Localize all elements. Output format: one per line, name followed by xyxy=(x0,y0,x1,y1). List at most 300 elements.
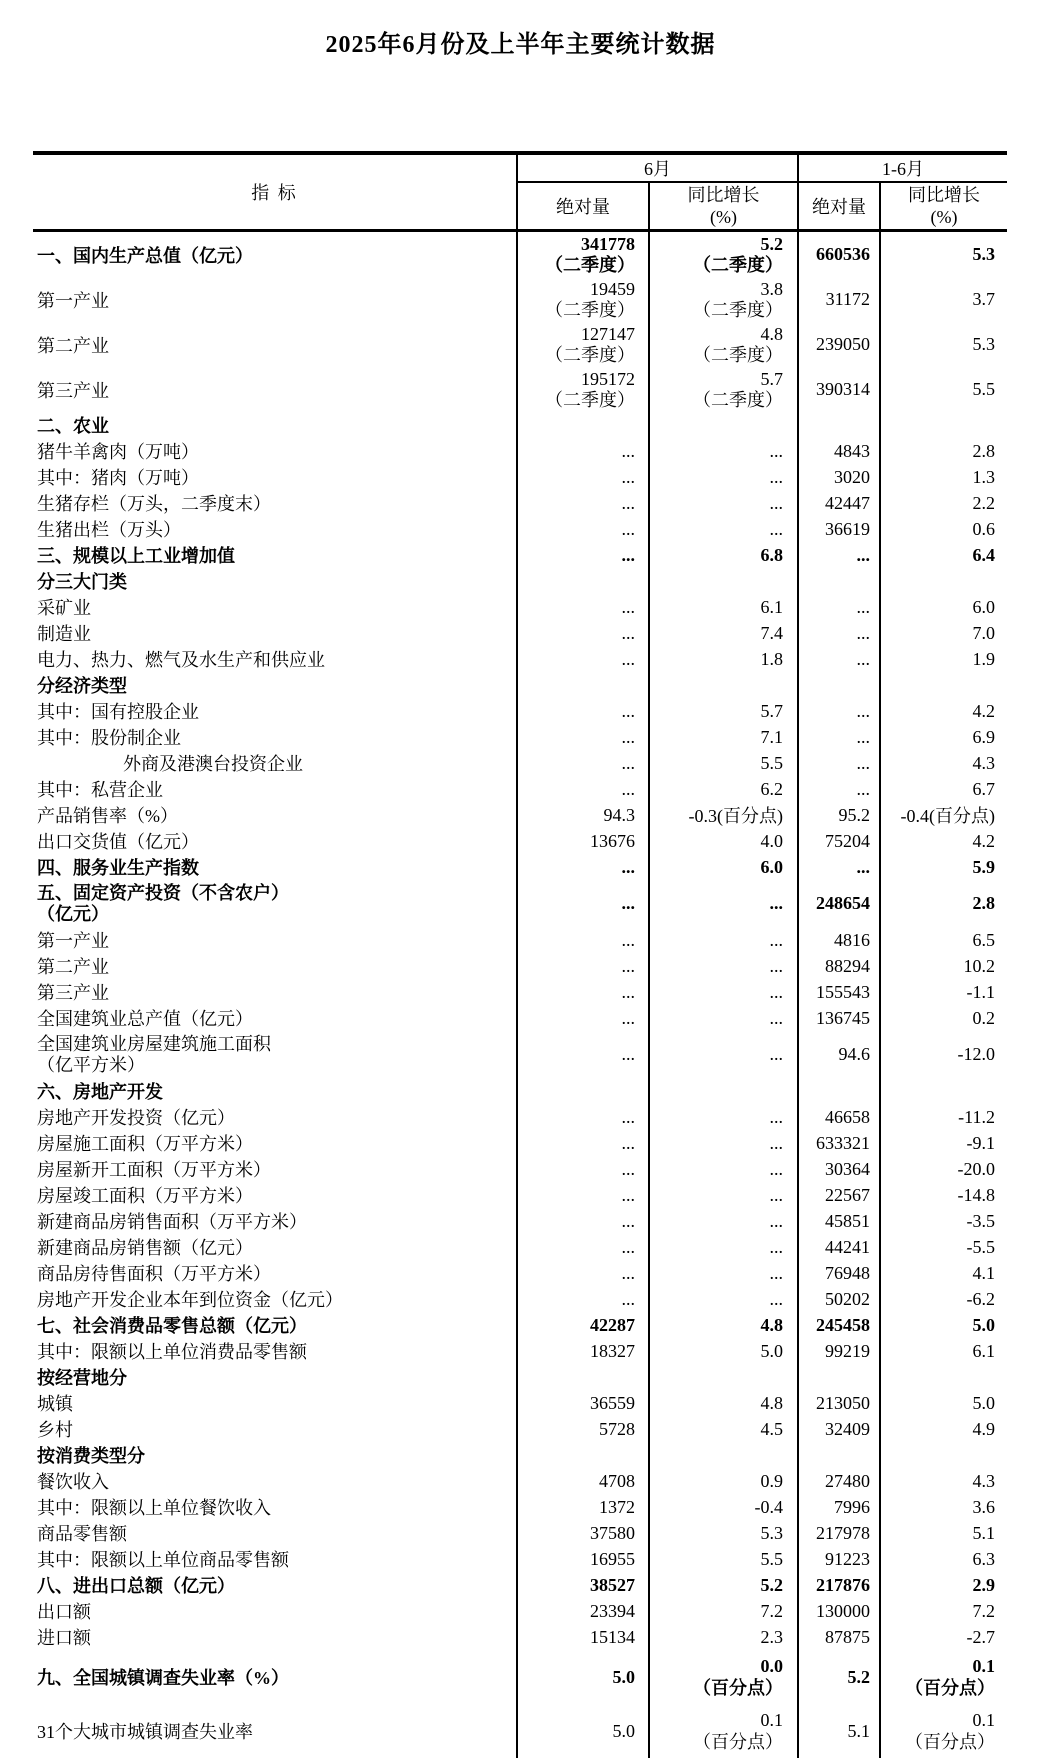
table-row xyxy=(33,1546,1007,1572)
june-absolute-value: 18327 xyxy=(517,1338,649,1364)
janjune-yoy-value: 2.8 xyxy=(880,880,1007,927)
header-june-absolute: 绝对量 xyxy=(517,182,649,231)
table-row xyxy=(33,802,1007,828)
indicator-label: 五、固定资产投资（不含农户） （亿元） xyxy=(33,880,517,927)
table-row xyxy=(33,828,1007,854)
yoy-label: 同比增长 xyxy=(881,184,1007,206)
table-row xyxy=(33,568,1007,594)
table-row xyxy=(33,880,1007,927)
june-yoy-value: 4.8 （二季度） xyxy=(649,322,798,367)
table-row xyxy=(33,1572,1007,1598)
june-absolute-value: ... xyxy=(517,646,649,672)
june-absolute-value: 5.0 xyxy=(517,1650,649,1704)
indicator-label: 产品销售率（%） xyxy=(33,802,517,828)
table-row xyxy=(33,1156,1007,1182)
june-absolute-value: ... xyxy=(517,1286,649,1312)
janjune-absolute-value: 239050 xyxy=(798,322,880,367)
june-yoy-value: 5.5 xyxy=(649,750,798,776)
table-row xyxy=(33,1208,1007,1234)
june-absolute-value: ... xyxy=(517,594,649,620)
janjune-absolute-value: 32409 xyxy=(798,1416,880,1442)
indicator-label: 出口额 xyxy=(33,1598,517,1624)
indicator-label: 生猪存栏（万头，二季度末） xyxy=(33,490,517,516)
indicator-label: 房屋竣工面积（万平方米） xyxy=(33,1182,517,1208)
page-title: 2025年6月份及上半年主要统计数据 xyxy=(0,0,1041,59)
janjune-absolute-value: 30364 xyxy=(798,1156,880,1182)
janjune-yoy-value xyxy=(880,1442,1007,1468)
june-absolute-value: ... xyxy=(517,1208,649,1234)
indicator-label: 其中：限额以上单位消费品零售额 xyxy=(33,1338,517,1364)
june-yoy-value: ... xyxy=(649,880,798,927)
june-yoy-value: 4.0 xyxy=(649,828,798,854)
janjune-absolute-value: 22567 xyxy=(798,1182,880,1208)
june-absolute-value xyxy=(517,672,649,698)
header-janjune-absolute: 绝对量 xyxy=(798,182,880,231)
janjune-absolute-value: 7996 xyxy=(798,1494,880,1520)
indicator-label: 第二产业 xyxy=(33,322,517,367)
header-jan-june: 1-6月 xyxy=(798,153,1007,182)
indicator-label: 新建商品房销售额（亿元） xyxy=(33,1234,517,1260)
janjune-absolute-value: 660536 xyxy=(798,231,880,278)
june-absolute-value: 23394 xyxy=(517,1598,649,1624)
june-yoy-value: ... xyxy=(649,1260,798,1286)
indicator-label: 一、国内生产总值（亿元） xyxy=(33,231,517,278)
indicator-label: 电力、热力、燃气及水生产和供应业 xyxy=(33,646,517,672)
june-absolute-value: ... xyxy=(517,1031,649,1078)
janjune-yoy-value: 4.9 xyxy=(880,1416,1007,1442)
table-row xyxy=(33,1494,1007,1520)
yoy-label: 同比增长 xyxy=(650,184,797,206)
janjune-yoy-value: 4.1 xyxy=(880,1260,1007,1286)
june-absolute-value: ... xyxy=(517,1005,649,1031)
janjune-yoy-value: 5.3 xyxy=(880,322,1007,367)
table-row xyxy=(33,953,1007,979)
june-absolute-value xyxy=(517,1442,649,1468)
janjune-absolute-value xyxy=(798,1442,880,1468)
table-body xyxy=(33,231,1007,1758)
indicator-label: 生猪出栏（万头） xyxy=(33,516,517,542)
june-yoy-value: ... xyxy=(649,464,798,490)
table-row xyxy=(33,1005,1007,1031)
june-yoy-value: 5.7 （二季度） xyxy=(649,367,798,412)
table-row xyxy=(33,367,1007,412)
janjune-absolute-value: 217876 xyxy=(798,1572,880,1598)
june-absolute-value xyxy=(517,1078,649,1104)
header-june: 6月 xyxy=(517,153,798,182)
janjune-yoy-value: 6.4 xyxy=(880,542,1007,568)
june-absolute-value: ... xyxy=(517,1156,649,1182)
june-absolute-value: 15134 xyxy=(517,1624,649,1650)
indicator-label: 房屋施工面积（万平方米） xyxy=(33,1130,517,1156)
indicator-label: 制造业 xyxy=(33,620,517,646)
janjune-yoy-value: 10.2 xyxy=(880,953,1007,979)
june-absolute-value: ... xyxy=(517,880,649,927)
indicator-label: 其中：猪肉（万吨） xyxy=(33,464,517,490)
june-yoy-value: 6.2 xyxy=(649,776,798,802)
janjune-yoy-value: 3.6 xyxy=(880,1494,1007,1520)
janjune-yoy-value: 2.2 xyxy=(880,490,1007,516)
june-yoy-value: 4.8 xyxy=(649,1390,798,1416)
june-yoy-value: 0.0 （百分点） xyxy=(649,1650,798,1704)
table-row xyxy=(33,776,1007,802)
janjune-absolute-value: ... xyxy=(798,542,880,568)
janjune-absolute-value: 76948 xyxy=(798,1260,880,1286)
june-absolute-value: 127147 （二季度） xyxy=(517,322,649,367)
june-yoy-value xyxy=(649,412,798,438)
indicator-label: 其中：限额以上单位餐饮收入 xyxy=(33,1494,517,1520)
june-absolute-value: ... xyxy=(517,698,649,724)
janjune-absolute-value: ... xyxy=(798,698,880,724)
indicator-label: 出口交货值（亿元） xyxy=(33,828,517,854)
janjune-yoy-value xyxy=(880,412,1007,438)
june-yoy-value: ... xyxy=(649,927,798,953)
janjune-absolute-value xyxy=(798,568,880,594)
janjune-yoy-value: 5.9 xyxy=(880,854,1007,880)
table-row xyxy=(33,1442,1007,1468)
indicator-label: 采矿业 xyxy=(33,594,517,620)
june-yoy-value: -0.3(百分点) xyxy=(649,802,798,828)
june-absolute-value: 341778 （二季度） xyxy=(517,231,649,278)
june-absolute-value: 16955 xyxy=(517,1546,649,1572)
indicator-label: 第三产业 xyxy=(33,979,517,1005)
janjune-absolute-value: 88294 xyxy=(798,953,880,979)
indicator-label: 六、房地产开发 xyxy=(33,1078,517,1104)
janjune-absolute-value: 95.2 xyxy=(798,802,880,828)
indicator-label: 三、规模以上工业增加值 xyxy=(33,542,517,568)
june-yoy-value: -0.4 xyxy=(649,1494,798,1520)
june-yoy-value: 4.5 xyxy=(649,1416,798,1442)
janjune-absolute-value: 136745 xyxy=(798,1005,880,1031)
june-absolute-value: 13676 xyxy=(517,828,649,854)
june-absolute-value: ... xyxy=(517,464,649,490)
table-row xyxy=(33,1078,1007,1104)
janjune-absolute-value: ... xyxy=(798,854,880,880)
janjune-absolute-value: 45851 xyxy=(798,1208,880,1234)
june-absolute-value: 19459 （二季度） xyxy=(517,277,649,322)
june-yoy-value: ... xyxy=(649,1104,798,1130)
table-row xyxy=(33,724,1007,750)
janjune-yoy-value: -2.7 xyxy=(880,1624,1007,1650)
header-june-yoy xyxy=(649,182,798,231)
janjune-yoy-value: 0.1 （百分点） xyxy=(880,1704,1007,1758)
janjune-absolute-value: 87875 xyxy=(798,1624,880,1650)
janjune-absolute-value: 50202 xyxy=(798,1286,880,1312)
indicator-label: 八、进出口总额（亿元） xyxy=(33,1572,517,1598)
june-absolute-value: ... xyxy=(517,854,649,880)
indicator-label: 外商及港澳台投资企业 xyxy=(33,750,517,776)
janjune-yoy-value: 6.0 xyxy=(880,594,1007,620)
janjune-absolute-value: 245458 xyxy=(798,1312,880,1338)
june-absolute-value: 42287 xyxy=(517,1312,649,1338)
indicator-label: 按经营地分 xyxy=(33,1364,517,1390)
june-absolute-value: 5.0 xyxy=(517,1704,649,1758)
indicator-label: 房地产开发企业本年到位资金（亿元） xyxy=(33,1286,517,1312)
janjune-absolute-value: 155543 xyxy=(798,979,880,1005)
table-row xyxy=(33,412,1007,438)
janjune-absolute-value xyxy=(798,1078,880,1104)
june-yoy-value: ... xyxy=(649,1031,798,1078)
header-janjune-yoy xyxy=(880,182,1007,231)
june-yoy-value: ... xyxy=(649,1234,798,1260)
table-row xyxy=(33,1416,1007,1442)
statistics-table xyxy=(33,151,1007,1758)
june-absolute-value: 4708 xyxy=(517,1468,649,1494)
janjune-yoy-value: 0.1 （百分点） xyxy=(880,1650,1007,1704)
june-yoy-value: 7.1 xyxy=(649,724,798,750)
janjune-absolute-value: 27480 xyxy=(798,1468,880,1494)
janjune-yoy-value: 1.9 xyxy=(880,646,1007,672)
table-row xyxy=(33,516,1007,542)
indicator-label: 31个大城市城镇调查失业率 xyxy=(33,1704,517,1758)
june-yoy-value: 2.3 xyxy=(649,1624,798,1650)
june-yoy-value xyxy=(649,1078,798,1104)
table-row xyxy=(33,1624,1007,1650)
janjune-yoy-value: -5.5 xyxy=(880,1234,1007,1260)
janjune-absolute-value: ... xyxy=(798,776,880,802)
june-yoy-value: 3.8 （二季度） xyxy=(649,277,798,322)
janjune-absolute-value: 213050 xyxy=(798,1390,880,1416)
janjune-yoy-value xyxy=(880,1364,1007,1390)
indicator-label: 其中：私营企业 xyxy=(33,776,517,802)
janjune-yoy-value: -3.5 xyxy=(880,1208,1007,1234)
janjune-absolute-value: 91223 xyxy=(798,1546,880,1572)
janjune-yoy-value: 5.3 xyxy=(880,231,1007,278)
june-yoy-value xyxy=(649,568,798,594)
table-row xyxy=(33,672,1007,698)
janjune-absolute-value: 633321 xyxy=(798,1130,880,1156)
june-absolute-value: 1372 xyxy=(517,1494,649,1520)
june-absolute-value: ... xyxy=(517,1182,649,1208)
table-row xyxy=(33,1364,1007,1390)
table-row xyxy=(33,1182,1007,1208)
janjune-yoy-value: 0.6 xyxy=(880,516,1007,542)
janjune-absolute-value: ... xyxy=(798,620,880,646)
june-yoy-value: 5.7 xyxy=(649,698,798,724)
indicator-label: 猪牛羊禽肉（万吨） xyxy=(33,438,517,464)
janjune-yoy-value: 7.0 xyxy=(880,620,1007,646)
june-yoy-value: 6.0 xyxy=(649,854,798,880)
janjune-yoy-value: 6.5 xyxy=(880,927,1007,953)
june-yoy-value: 5.2 xyxy=(649,1572,798,1598)
yoy-unit: (%) xyxy=(881,206,1007,228)
indicator-label: 其中：股份制企业 xyxy=(33,724,517,750)
janjune-absolute-value xyxy=(798,672,880,698)
indicator-label: 商品零售额 xyxy=(33,1520,517,1546)
june-yoy-value xyxy=(649,1442,798,1468)
table-row xyxy=(33,1312,1007,1338)
janjune-yoy-value: -12.0 xyxy=(880,1031,1007,1078)
janjune-absolute-value: 5.1 xyxy=(798,1704,880,1758)
june-yoy-value: 0.9 xyxy=(649,1468,798,1494)
janjune-yoy-value: 6.7 xyxy=(880,776,1007,802)
janjune-yoy-value: 7.2 xyxy=(880,1598,1007,1624)
table-row xyxy=(33,322,1007,367)
table-row xyxy=(33,698,1007,724)
janjune-yoy-value: 4.2 xyxy=(880,698,1007,724)
janjune-absolute-value: 4843 xyxy=(798,438,880,464)
janjune-absolute-value: 4816 xyxy=(798,927,880,953)
june-absolute-value: ... xyxy=(517,516,649,542)
table-row xyxy=(33,1286,1007,1312)
june-yoy-value: ... xyxy=(649,1286,798,1312)
indicator-label: 分三大门类 xyxy=(33,568,517,594)
table-row xyxy=(33,979,1007,1005)
june-absolute-value: 36559 xyxy=(517,1390,649,1416)
table-row xyxy=(33,1234,1007,1260)
table-row xyxy=(33,231,1007,278)
june-absolute-value: ... xyxy=(517,927,649,953)
janjune-absolute-value: 42447 xyxy=(798,490,880,516)
june-yoy-value: ... xyxy=(649,490,798,516)
janjune-yoy-value: 4.3 xyxy=(880,1468,1007,1494)
table-row xyxy=(33,542,1007,568)
janjune-absolute-value: 99219 xyxy=(798,1338,880,1364)
janjune-yoy-value: -1.1 xyxy=(880,979,1007,1005)
janjune-yoy-value: 6.3 xyxy=(880,1546,1007,1572)
table-row xyxy=(33,594,1007,620)
june-absolute-value: 38527 xyxy=(517,1572,649,1598)
june-yoy-value: ... xyxy=(649,1208,798,1234)
indicator-label: 进口额 xyxy=(33,1624,517,1650)
janjune-yoy-value: -20.0 xyxy=(880,1156,1007,1182)
indicator-label: 按消费类型分 xyxy=(33,1442,517,1468)
june-yoy-value: 7.4 xyxy=(649,620,798,646)
june-yoy-value: 5.2 （二季度） xyxy=(649,231,798,278)
indicator-label: 第三产业 xyxy=(33,367,517,412)
june-absolute-value: ... xyxy=(517,1260,649,1286)
header-row-periods xyxy=(33,153,1007,182)
indicator-label: 餐饮收入 xyxy=(33,1468,517,1494)
janjune-absolute-value: ... xyxy=(798,724,880,750)
indicator-label: 其中：国有控股企业 xyxy=(33,698,517,724)
indicator-label: 四、服务业生产指数 xyxy=(33,854,517,880)
indicator-label: 第二产业 xyxy=(33,953,517,979)
janjune-absolute-value: 217978 xyxy=(798,1520,880,1546)
janjune-absolute-value: 94.6 xyxy=(798,1031,880,1078)
janjune-yoy-value: 4.2 xyxy=(880,828,1007,854)
june-absolute-value: 5728 xyxy=(517,1416,649,1442)
table-row xyxy=(33,854,1007,880)
june-yoy-value: 4.8 xyxy=(649,1312,798,1338)
table-row xyxy=(33,1650,1007,1704)
june-yoy-value: ... xyxy=(649,1005,798,1031)
janjune-yoy-value xyxy=(880,672,1007,698)
janjune-yoy-value: 2.8 xyxy=(880,438,1007,464)
june-absolute-value xyxy=(517,568,649,594)
indicator-label: 乡村 xyxy=(33,1416,517,1442)
janjune-yoy-value: 6.9 xyxy=(880,724,1007,750)
janjune-yoy-value: -0.4(百分点) xyxy=(880,802,1007,828)
june-absolute-value: ... xyxy=(517,953,649,979)
june-absolute-value: ... xyxy=(517,620,649,646)
table-row xyxy=(33,620,1007,646)
june-yoy-value: ... xyxy=(649,516,798,542)
june-yoy-value xyxy=(649,672,798,698)
table-row xyxy=(33,1468,1007,1494)
janjune-absolute-value: ... xyxy=(798,646,880,672)
janjune-yoy-value xyxy=(880,1078,1007,1104)
june-absolute-value: ... xyxy=(517,1130,649,1156)
janjune-yoy-value: 2.9 xyxy=(880,1572,1007,1598)
header-indicator: 指 标 xyxy=(33,153,517,231)
indicator-label: 商品房待售面积（万平方米） xyxy=(33,1260,517,1286)
indicator-label: 第一产业 xyxy=(33,927,517,953)
june-yoy-value: ... xyxy=(649,979,798,1005)
table-row xyxy=(33,490,1007,516)
table-row xyxy=(33,1260,1007,1286)
janjune-absolute-value: 3020 xyxy=(798,464,880,490)
janjune-absolute-value: ... xyxy=(798,594,880,620)
indicator-label: 九、全国城镇调查失业率（%） xyxy=(33,1650,517,1704)
table-row xyxy=(33,464,1007,490)
yoy-unit: (%) xyxy=(650,206,797,228)
indicator-label: 第一产业 xyxy=(33,277,517,322)
janjune-absolute-value xyxy=(798,1364,880,1390)
table-row xyxy=(33,1598,1007,1624)
indicator-label: 全国建筑业房屋建筑施工面积 （亿平方米） xyxy=(33,1031,517,1078)
june-absolute-value: 94.3 xyxy=(517,802,649,828)
janjune-absolute-value: 44241 xyxy=(798,1234,880,1260)
janjune-yoy-value: -11.2 xyxy=(880,1104,1007,1130)
janjune-absolute-value: ... xyxy=(798,750,880,776)
june-absolute-value: ... xyxy=(517,542,649,568)
june-yoy-value: 5.3 xyxy=(649,1520,798,1546)
indicator-label: 二、农业 xyxy=(33,412,517,438)
june-absolute-value: ... xyxy=(517,490,649,516)
june-absolute-value: 37580 xyxy=(517,1520,649,1546)
janjune-yoy-value: 6.1 xyxy=(880,1338,1007,1364)
june-yoy-value: ... xyxy=(649,1156,798,1182)
june-yoy-value: ... xyxy=(649,1182,798,1208)
janjune-absolute-value: 248654 xyxy=(798,880,880,927)
indicator-label: 全国建筑业总产值（亿元） xyxy=(33,1005,517,1031)
june-absolute-value: ... xyxy=(517,979,649,1005)
table-row xyxy=(33,1338,1007,1364)
janjune-yoy-value: 5.1 xyxy=(880,1520,1007,1546)
table-row xyxy=(33,1704,1007,1758)
indicator-label: 房屋新开工面积（万平方米） xyxy=(33,1156,517,1182)
table-row xyxy=(33,1520,1007,1546)
table-row xyxy=(33,1031,1007,1078)
june-absolute-value: ... xyxy=(517,776,649,802)
janjune-yoy-value: 5.0 xyxy=(880,1312,1007,1338)
indicator-label: 分经济类型 xyxy=(33,672,517,698)
table-row xyxy=(33,927,1007,953)
janjune-yoy-value: -14.8 xyxy=(880,1182,1007,1208)
june-absolute-value: ... xyxy=(517,1234,649,1260)
janjune-absolute-value: 36619 xyxy=(798,516,880,542)
june-yoy-value: ... xyxy=(649,1130,798,1156)
indicator-label: 七、社会消费品零售总额（亿元） xyxy=(33,1312,517,1338)
june-absolute-value: 195172 （二季度） xyxy=(517,367,649,412)
june-absolute-value: ... xyxy=(517,438,649,464)
june-absolute-value xyxy=(517,412,649,438)
janjune-absolute-value: 75204 xyxy=(798,828,880,854)
june-absolute-value: ... xyxy=(517,724,649,750)
indicator-label: 城镇 xyxy=(33,1390,517,1416)
indicator-label: 新建商品房销售面积（万平方米） xyxy=(33,1208,517,1234)
janjune-absolute-value: 31172 xyxy=(798,277,880,322)
janjune-yoy-value: 3.7 xyxy=(880,277,1007,322)
janjune-absolute-value: 130000 xyxy=(798,1598,880,1624)
table-row xyxy=(33,1104,1007,1130)
janjune-yoy-value xyxy=(880,568,1007,594)
janjune-yoy-value: -9.1 xyxy=(880,1130,1007,1156)
table-row xyxy=(33,1390,1007,1416)
table-row xyxy=(33,438,1007,464)
janjune-yoy-value: 5.5 xyxy=(880,367,1007,412)
june-absolute-value: ... xyxy=(517,750,649,776)
